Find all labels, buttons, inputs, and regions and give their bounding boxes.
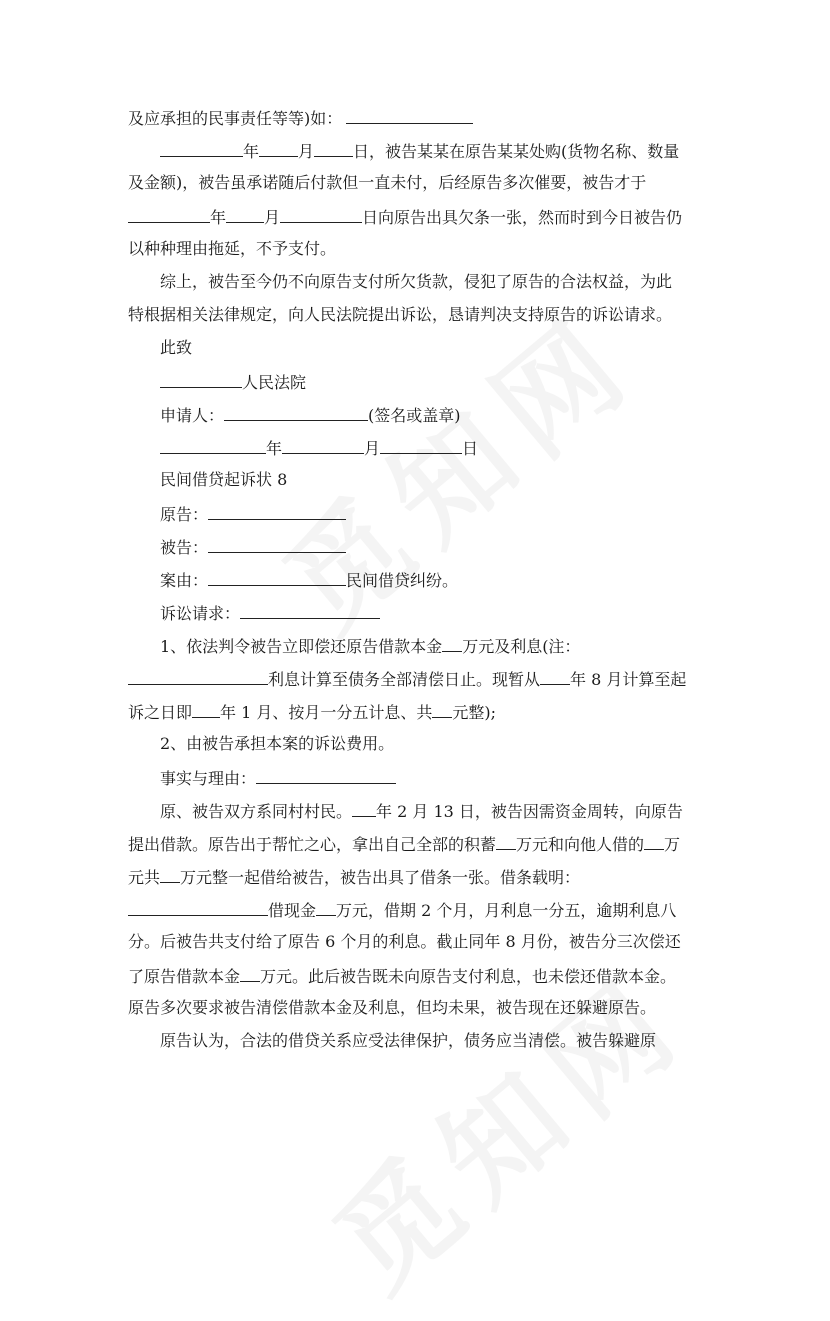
doc-line-26 (128, 931, 708, 953)
blank-field (192, 700, 220, 718)
doc-line-23 (128, 832, 708, 856)
blank-field (128, 667, 268, 685)
doc-text: 原告多次要求被告清偿借款本金及利息，但均未果，被告现在还躲避原告。 (128, 998, 657, 1017)
doc-text: 1、依法判令被告立即偿还原告借款本金 (160, 637, 443, 656)
doc-text: 民间借贷纠纷。 (346, 571, 459, 590)
doc-text: 万元及利息(注： (462, 637, 581, 656)
section-heading: 民间借贷起诉状 8 (160, 470, 288, 489)
blank-field (380, 436, 462, 454)
doc-text: 综上，被告至今仍不向原告支付所欠货款，侵犯了原告的合法权益，为此 (160, 272, 673, 291)
doc-text: 日 (462, 439, 479, 458)
doc-line-16 (128, 601, 708, 625)
doc-text: 人民法院 (242, 373, 307, 392)
doc-text: 月 (264, 208, 281, 227)
doc-text: 分。后被告共支付给了原告 6 个月的利息。截止同年 8 月份，被告分三次偿还 (128, 932, 681, 951)
blank-field (256, 766, 396, 784)
doc-line-14 (128, 535, 708, 559)
doc-line-19 (128, 700, 708, 724)
blank-field (128, 898, 268, 916)
doc-text: 年 1 月、按月一分五计息、共 (220, 703, 433, 722)
doc-text: 诉之日即 (128, 703, 193, 722)
doc-line-10 (128, 403, 708, 427)
blank-field (208, 502, 346, 520)
doc-line-9 (128, 370, 708, 394)
doc-text: 利息计算至债务全部清偿日止。现暂从 (268, 670, 541, 689)
doc-text: 万 (664, 835, 681, 854)
doc-line-11 (128, 436, 708, 460)
doc-text: 日，被告某某在原告某某处购(货物名称、数量 (353, 142, 680, 161)
doc-text: 年 (243, 142, 260, 161)
doc-text: 申请人： (160, 406, 225, 425)
doc-line-28 (128, 997, 708, 1019)
blank-field (282, 436, 364, 454)
doc-line-6 (128, 271, 708, 293)
blank-field (240, 964, 260, 982)
doc-line-20 (128, 733, 708, 755)
doc-text: 原告： (160, 505, 209, 524)
doc-text: 借现金 (268, 901, 317, 920)
doc-line-12 (128, 469, 708, 491)
blank-field (346, 106, 473, 124)
doc-text: 年 8 月计算至起 (570, 670, 687, 689)
blank-field (442, 634, 462, 652)
blank-field (644, 832, 664, 850)
doc-text: 原、被告双方系同村村民。 (160, 802, 353, 821)
doc-text: 万元整一起借给被告，被告出具了借条一张。借条载明： (180, 868, 581, 887)
doc-line-17 (128, 634, 708, 658)
doc-line-3 (128, 172, 708, 194)
blank-field (160, 436, 266, 454)
blank-field (316, 898, 336, 916)
doc-text: 诉讼请求： (160, 604, 241, 623)
doc-line-5 (128, 238, 708, 260)
blank-field (208, 535, 346, 553)
doc-text: 元整); (452, 703, 497, 722)
doc-text: 元共 (128, 868, 161, 887)
blank-field (224, 403, 368, 421)
doc-line-21 (128, 766, 708, 790)
doc-line-27 (128, 964, 708, 988)
doc-text: 了原告借款本金 (128, 967, 241, 986)
doc-line-22 (128, 799, 708, 823)
doc-text: 原告认为，合法的借贷关系应受法律保护，债务应当清偿。被告躲避原 (160, 1031, 657, 1050)
doc-line-2 (128, 139, 708, 163)
blank-field (496, 832, 516, 850)
blank-field (160, 865, 180, 883)
doc-line-8 (128, 337, 708, 359)
doc-text: 此致 (160, 338, 193, 357)
doc-text: 月 (298, 142, 315, 161)
blank-field (352, 799, 376, 817)
blank-field (240, 601, 380, 619)
doc-text: 2、由被告承担本案的诉讼费用。 (160, 734, 395, 753)
blank-field (280, 205, 362, 223)
blank-field (128, 205, 210, 223)
blank-field (259, 139, 298, 157)
doc-text: 年 (266, 439, 283, 458)
doc-text: 以种种理由拖延，不予支付。 (128, 239, 337, 258)
doc-text: 事实与理由： (160, 769, 257, 788)
doc-text: 案由： (160, 571, 209, 590)
doc-line-13 (128, 502, 708, 526)
doc-line-1 (128, 106, 708, 130)
blank-field (540, 667, 570, 685)
blank-field (226, 205, 264, 223)
doc-text: 日向原告出具欠条一张，然而时到今日被告仍 (362, 208, 683, 227)
doc-line-7 (128, 304, 708, 326)
doc-line-18 (128, 667, 708, 691)
doc-line-4 (128, 205, 708, 229)
blank-field (208, 568, 346, 586)
doc-line-15 (128, 568, 708, 592)
blank-field (432, 700, 452, 718)
doc-text: 月 (364, 439, 381, 458)
blank-field (160, 139, 243, 157)
doc-text: (签名或盖章) (368, 406, 461, 425)
doc-text: 提出借款。原告出于帮忙之心，拿出自己全部的积蓄 (128, 835, 497, 854)
doc-line-25 (128, 898, 708, 922)
doc-text: 万元，借期 2 个月，月利息一分五，逾期利息八 (336, 901, 677, 920)
doc-line-29 (128, 1030, 708, 1052)
blank-field (314, 139, 353, 157)
doc-text: 及金额)，被告虽承诺随后付款但一直未付，后经原告多次催要，被告才于 (128, 173, 647, 192)
doc-text: 及应承担的民事责任等等)如： (128, 109, 343, 128)
doc-text: 年 2 月 13 日，被告因需资金周转，向原告 (376, 802, 683, 821)
blank-field (160, 370, 242, 388)
doc-text: 被告： (160, 538, 209, 557)
doc-text: 万元和向他人借的 (516, 835, 645, 854)
doc-text: 特根据相关法律规定，向人民法院提出诉讼，恳请判决支持原告的诉讼请求。 (128, 305, 673, 324)
doc-line-24 (128, 865, 708, 889)
doc-text: 年 (210, 208, 227, 227)
doc-text: 万元。此后被告既未向原告支付利息，也未偿还借款本金。 (260, 967, 677, 986)
